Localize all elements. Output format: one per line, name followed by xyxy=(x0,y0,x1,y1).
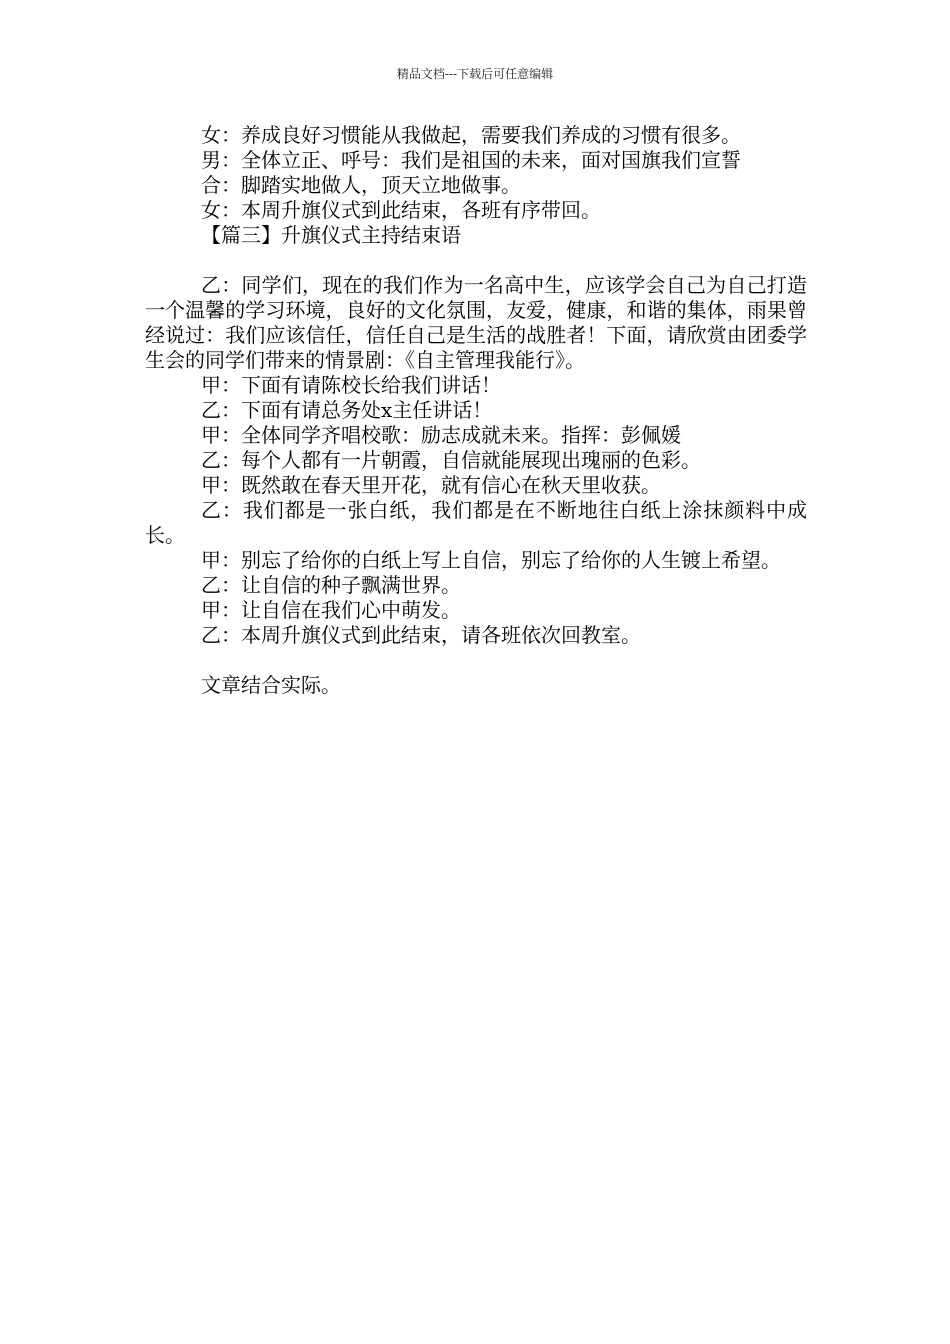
dialogue-line: 乙：本周升旗仪式到此结束，请各班依次回教室。 xyxy=(201,623,641,647)
dialogue-line: 乙：让自信的种子飘满世界。 xyxy=(201,573,461,597)
dialogue-line: 甲：下面有请陈校长给我们讲话！ xyxy=(201,373,501,397)
dialogue-line: 女：养成良好习惯能从我做起，需要我们养成的习惯有很多。 xyxy=(201,123,741,147)
dialogue-line: 男：全体立正、呼号：我们是祖国的未来，面对国旗我们宣誓 xyxy=(201,148,741,172)
dialogue-line: 乙：我们都是一张白纸，我们都是在不断地往白纸上涂抹颜料中成长。 xyxy=(145,498,807,547)
document-body xyxy=(145,123,807,698)
dialogue-line: 甲：让自信在我们心中萌发。 xyxy=(201,598,461,622)
dialogue-line: 甲：别忘了给你的白纸上写上自信，别忘了给你的人生镀上希望。 xyxy=(201,548,781,572)
intro-paragraph: 乙：同学们，现在的我们作为一名高中生，应该学会自己为自己打造一个温馨的学习环境，良好的文化氛围，友爱，健康，和谐的集体，雨果曾经说过：我们应该信任，信任自己是生活的战胜者！下面，请欣赏由团委学生会的同学们带来的情景剧：《自主管理我能行》。 xyxy=(145,273,807,372)
closing-line: 文章结合实际。 xyxy=(201,673,341,697)
paragraph-gap xyxy=(145,648,807,673)
dialogue-line: 甲：全体同学齐唱校歌：励志成就未来。指挥：彭佩媛 xyxy=(201,423,681,447)
dialogue-line: 乙：每个人都有一片朝霞，自信就能展现出瑰丽的色彩。 xyxy=(201,448,701,472)
dialogue-line: 合：脚踏实地做人，顶天立地做事。 xyxy=(201,173,521,197)
dialogue-line: 乙：下面有请总务处x主任讲话！ xyxy=(201,398,493,422)
section-title: 【篇三】升旗仪式主持结束语 xyxy=(201,223,461,247)
paragraph-gap xyxy=(145,248,807,273)
dialogue-line: 女：本周升旗仪式到此结束，各班有序带回。 xyxy=(201,198,601,222)
dialogue-line: 甲：既然敢在春天里开花，就有信心在秋天里收获。 xyxy=(201,473,661,497)
page-header: 精品文档---下载后可任意编辑 xyxy=(396,67,554,81)
